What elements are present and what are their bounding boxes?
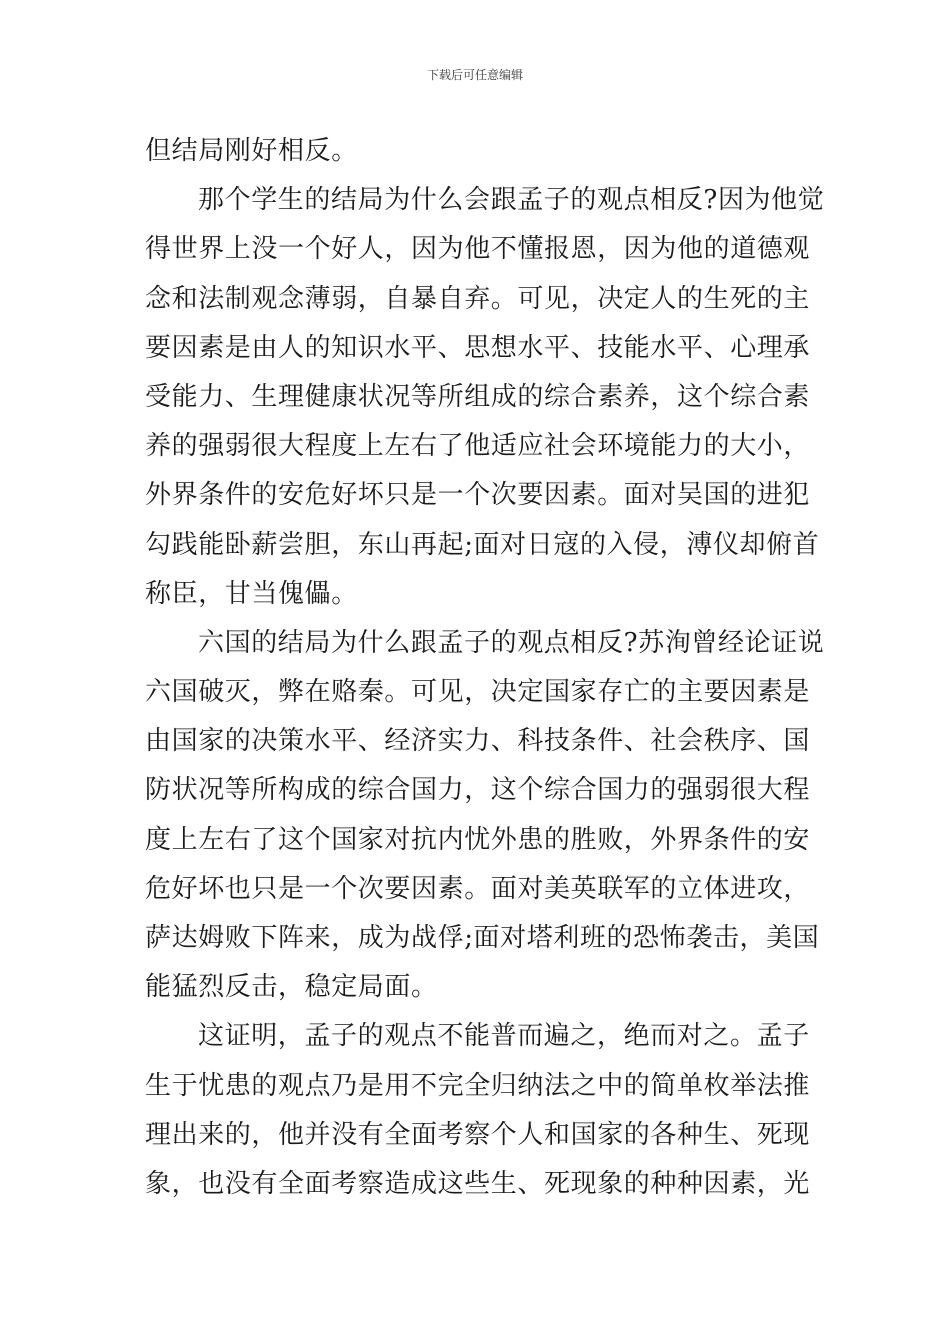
text-line: 称臣，甘当傀儡。	[145, 578, 358, 609]
text-line: 度上左右了这个国家对抗内忧外患的胜败，外界条件的安	[145, 824, 811, 855]
paragraph-4	[145, 1012, 811, 1209]
text-line: 那个学生的结局为什么会跟孟子的观点相反?因为他觉	[198, 185, 825, 216]
text-line: 这证明，孟子的观点不能普而遍之，绝而对之。孟子	[198, 1021, 810, 1052]
text-line: 勾践能卧薪尝胆，东山再起;面对日寇的入侵，溥仪却俯首	[145, 529, 820, 560]
text-line: 防状况等所构成的综合国力，这个综合国力的强弱很大程	[145, 775, 811, 806]
text-line: 理出来的，他并没有全面考察个人和国家的各种生、死现	[145, 1119, 811, 1150]
text-line: 但结局刚好相反。	[145, 136, 358, 166]
paragraph-3	[145, 619, 825, 1013]
text-line: 象，也没有全面考察造成这些生、死现象的种种因素，光	[145, 1168, 811, 1199]
text-line: 养的强弱很大程度上左右了他适应社会环境能力的大小，	[145, 431, 811, 462]
text-line: 要因素是由人的知识水平、思想水平、技能水平、心理承	[145, 332, 811, 363]
text-line: 得世界上没一个好人，因为他不懂报恩，因为他的道德观	[145, 234, 811, 265]
text-line: 萨达姆败下阵来，成为战俘;面对塔利班的恐怖袭击，美国	[145, 923, 820, 953]
text-line: 六国的结局为什么跟孟子的观点相反?苏洵曾经论证说	[198, 627, 825, 658]
text-line: 外界条件的安危好坏只是一个次要因素。面对吴国的进犯	[145, 480, 811, 511]
paragraph-1	[145, 127, 805, 176]
page-header: 下载后可任意编辑	[426, 68, 523, 82]
text-line: 受能力、生理健康状况等所组成的综合素养，这个综合素	[145, 381, 811, 412]
text-line: 六国破灭，弊在赂秦。可见，决定国家存亡的主要因素是	[145, 677, 811, 708]
text-line: 由国家的决策水平、经济实力、科技条件、社会秩序、国	[145, 726, 811, 757]
paragraph-2	[145, 176, 825, 619]
document-body	[145, 127, 825, 1209]
text-line: 危好坏也只是一个次要因素。面对美英联军的立体进攻，	[145, 873, 811, 904]
text-line: 生于忧患的观点乃是用不完全归纳法之中的简单枚举法推	[145, 1070, 811, 1101]
text-line: 能猛烈反击，稳定局面。	[145, 972, 438, 1003]
text-line: 念和法制观念薄弱，自暴自弃。可见，决定人的生死的主	[145, 283, 811, 314]
